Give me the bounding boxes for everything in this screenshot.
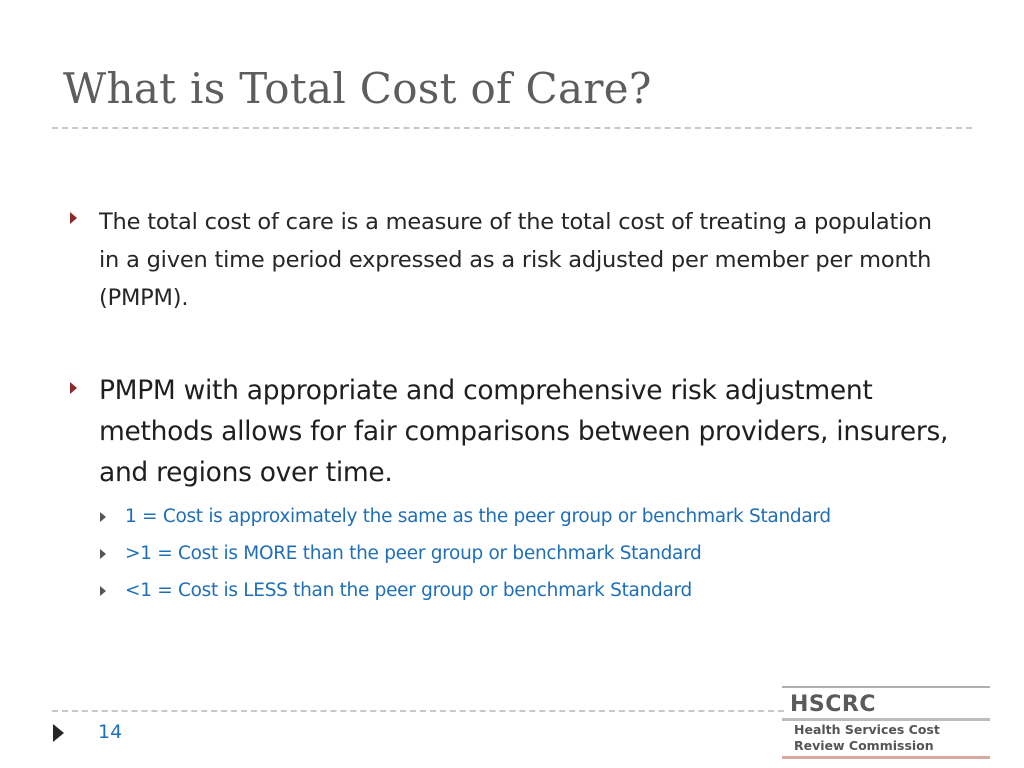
sub-bullet	[100, 498, 831, 535]
logo-name	[794, 722, 940, 754]
slide-title: What is Total Cost of Care?	[63, 64, 652, 113]
bullet-2	[70, 370, 949, 493]
sub-bullet	[100, 535, 831, 572]
sub-bullet-text: >1 = Cost is MORE than the peer group or benchmark Standard	[125, 543, 702, 564]
page-number: 14	[98, 721, 123, 743]
logo-bottom-line	[782, 756, 990, 759]
bullet-arrow-icon	[70, 382, 77, 394]
sub-bullet-arrow-icon	[100, 549, 106, 559]
sub-bullet-list	[100, 498, 831, 609]
sub-bullet-text: <1 = Cost is LESS than the peer group or benchmark Standard	[125, 580, 692, 601]
sub-bullet-arrow-icon	[100, 512, 106, 522]
title-divider	[52, 127, 972, 129]
sub-bullet-text: 1 = Cost is approximately the same as the peer group or benchmark Standard	[125, 506, 831, 527]
footer-divider	[52, 710, 784, 712]
sub-bullet-arrow-icon	[100, 586, 106, 596]
bullet-1	[70, 203, 949, 317]
bullet-arrow-icon	[70, 212, 77, 224]
bullet-1-text: The total cost of care is a measure of the total cost of treating a population in a given time period expressed as a risk adjusted per member per month (PMPM).	[99, 209, 932, 311]
sub-bullet	[100, 572, 831, 609]
logo-abbreviation: HSCRC	[790, 692, 876, 717]
logo-name-line-1: Health Services Cost	[794, 722, 940, 737]
bullet-2-text: PMPM with appropriate and comprehensive risk adjustment methods allows for fair comparisons between providers, insurers, and regions over time.	[99, 375, 949, 488]
logo-mid-line	[782, 718, 990, 721]
hscrc-logo	[782, 686, 990, 762]
logo-name-line-2: Review Commission	[794, 738, 934, 753]
logo-top-line	[782, 686, 990, 688]
footer-arrow-icon	[53, 724, 64, 742]
